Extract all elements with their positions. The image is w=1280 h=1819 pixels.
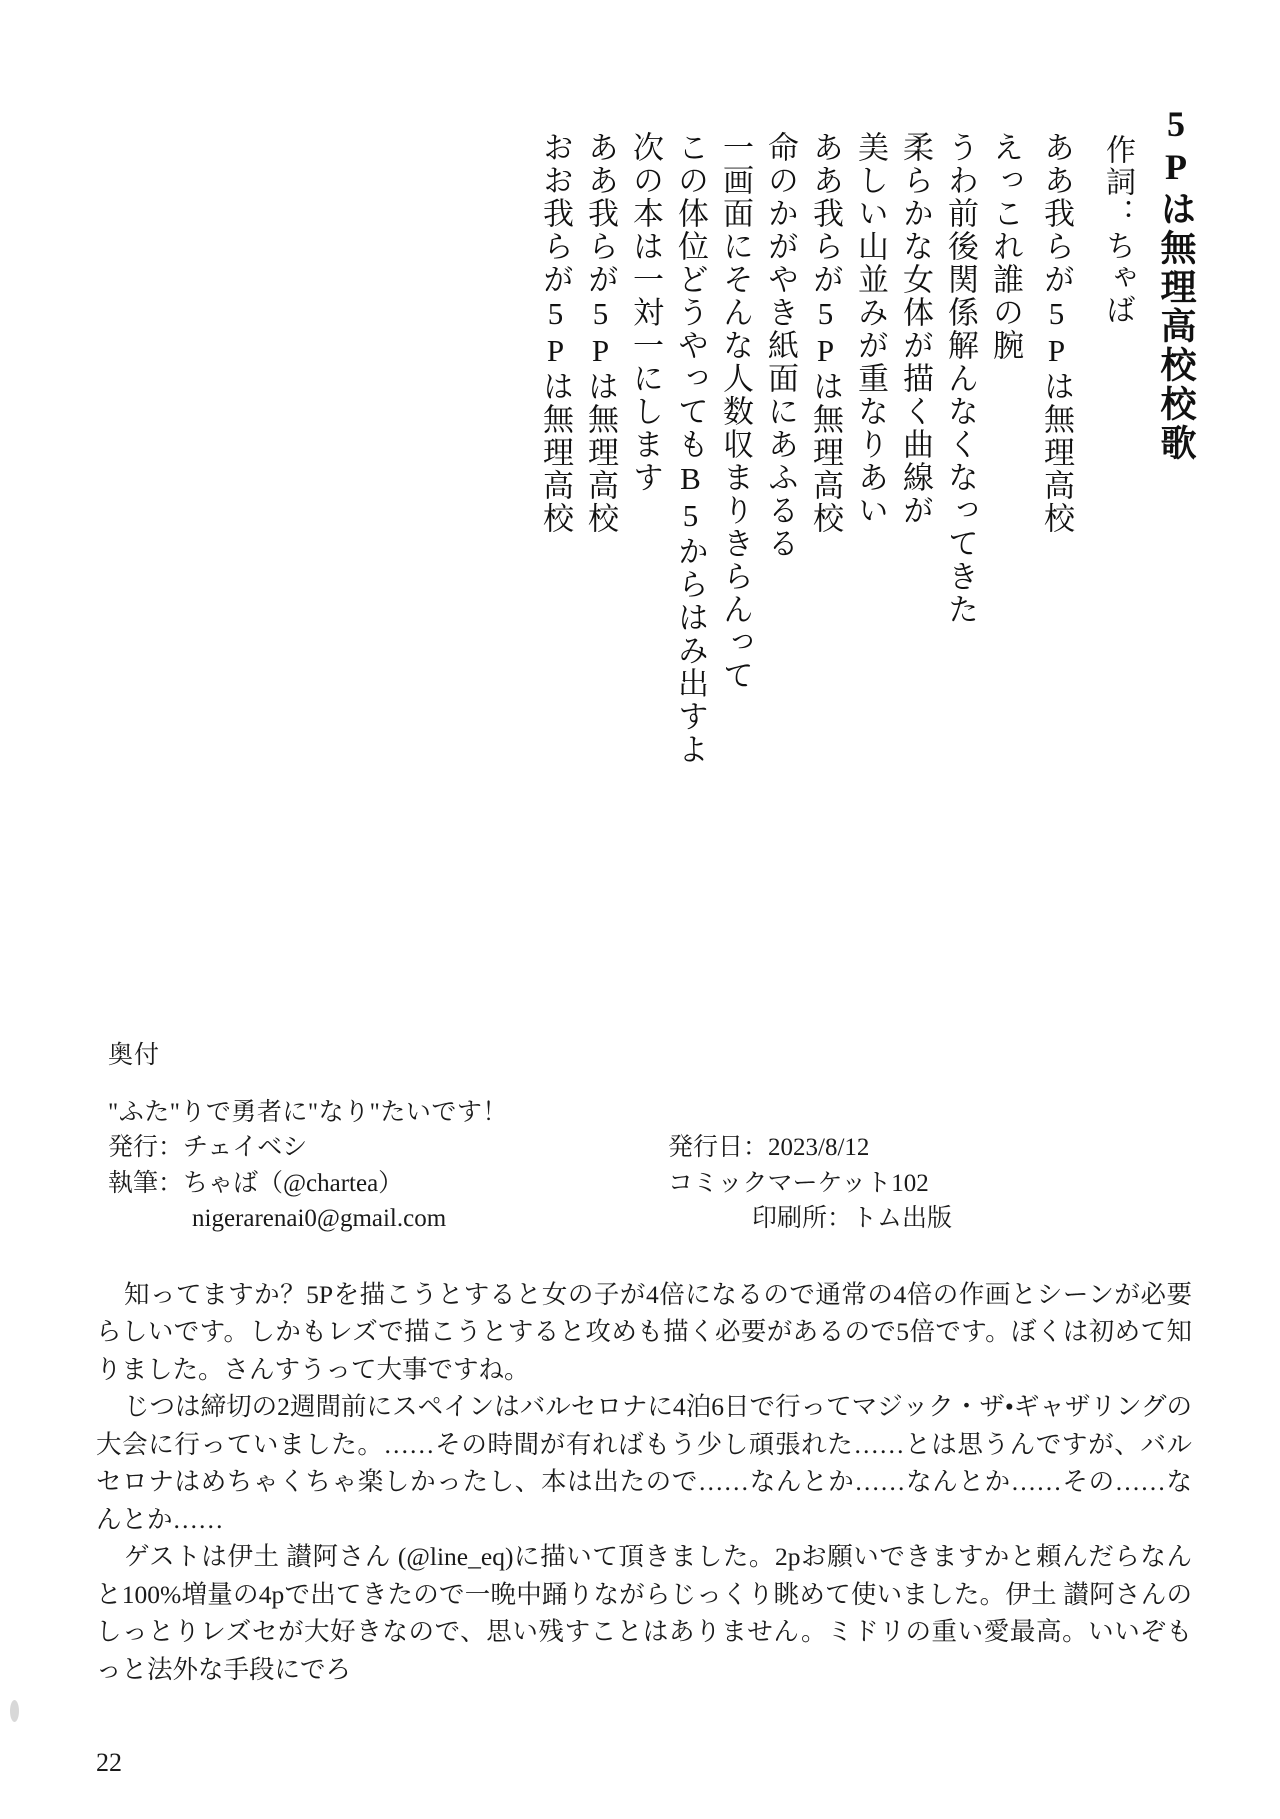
song-line: 命のかがやき紙面にあふるる (763, 131, 798, 560)
song-line: 次の本は一対一にします (628, 131, 663, 494)
colophon-row (108, 1201, 1178, 1237)
colophon-label: 奥付 (108, 1042, 161, 1069)
song-section (90, 104, 1194, 904)
song-line: 一画面にそんな人数収まりきらんって (718, 131, 753, 692)
page-edge-mark (10, 1700, 19, 1722)
colophon-email: nigerarenai0@gmail.com (192, 1205, 447, 1232)
colophon-row (108, 1130, 1178, 1166)
song-line: 美しい山並みが重なりあい (853, 131, 888, 527)
colophon-printer: 印刷所：トム出版 (752, 1205, 953, 1232)
song-line: えっこれ誰の腕 (988, 131, 1023, 362)
colophon-publish-date: 発行日：2023/8/12 (668, 1134, 870, 1161)
song-line: この体位どうやってもB5からはみ出すよ (673, 131, 708, 766)
afterword-paragraph: じつは締切の2週間前にスペインはバルセロナに4泊6日で行ってマジック・ザ•ギャザリングの大会に行っていました。……その時間が有ればもう少し頑張れた……とは思うんですが、バルセロナはめちゃくちゃ楽しかったし、本は出たので……なんとか……なんとか……その……なんとか…… (96, 1392, 1192, 1534)
song-line: うわ前後関係解んなくなってきた (943, 131, 978, 626)
colophon-publisher: 発行：チェイベシ (108, 1134, 308, 1161)
song-line: ああ我らが5Pは無理高校 (583, 131, 618, 535)
afterword-text (96, 1276, 1192, 1688)
song-line: 柔らかな女体が描く曲線が (898, 131, 933, 527)
song-line: ああ我らが5Pは無理高校 (808, 131, 843, 535)
colophon-work-title: "ふた"りで勇者に"なり"たいです！ (108, 1099, 508, 1126)
afterword-paragraph: 知ってますか？5Pを描こうとすると女の子が4倍になるので通常の4倍の作画とシーンが必要らしいです。しかもレズで描こうとすると攻めも描く必要があるので5倍です。ぼくは初めて知りました。さんすうって大事ですね。 (96, 1280, 1192, 1384)
colophon-grid (108, 1130, 1178, 1237)
song-credit: 作詞：ちゃば (1101, 134, 1134, 326)
colophon-row (108, 1166, 1178, 1202)
page-number: 22 (96, 1748, 122, 1777)
colophon-event: コミックマーケット102 (668, 1169, 929, 1197)
song-line: おお我らが5Pは無理高校 (538, 131, 573, 535)
song-title: 5Pは無理高校校歌 (1156, 104, 1196, 463)
afterword-paragraph: ゲストは伊土 讃阿さん (@line_eq)に描いて頂きました。2pお願いできますかと頼んだらなんと100%増量の4pで出てきたので一晩中踊りながらじっくり眺めて使いました。伊土 讃阿さんのしっとりレズセが大好きなので、思い残すことはありません。ミドリの重い愛最高。いいぞもっと法外な手段にでろ (96, 1542, 1192, 1684)
colophon-author: 執筆：ちゃば（@chartea） (108, 1169, 404, 1197)
song-line: ああ我らが5Pは無理高校 (1039, 131, 1074, 535)
